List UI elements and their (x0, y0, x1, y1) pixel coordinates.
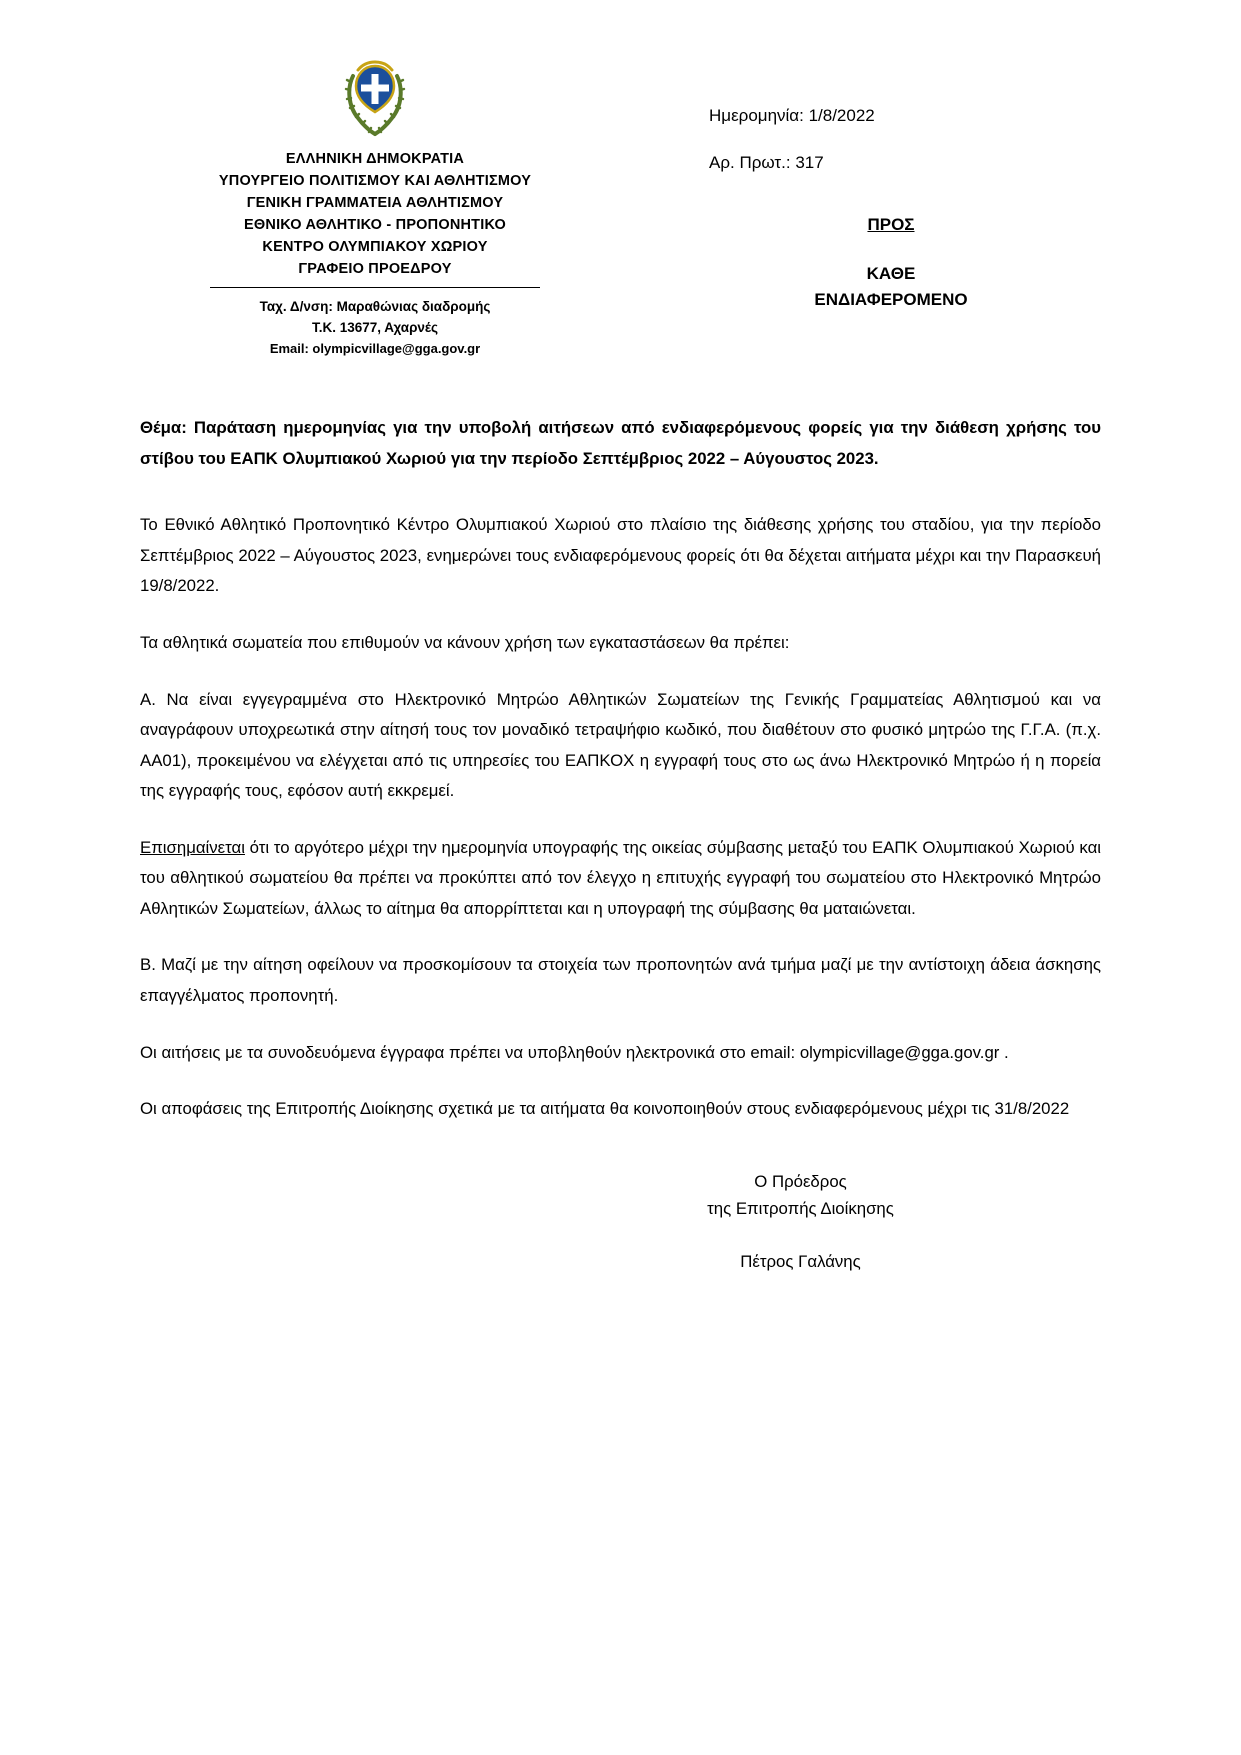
address-block (140, 297, 610, 359)
paragraph-4-note (140, 833, 1101, 925)
note-underlined-word: Επισημαίνεται (140, 837, 245, 857)
recipient-line-2: ΕΝΔΙΑΦΕΡΟΜΕΝΟ (814, 289, 968, 309)
org-line-1: ΕΛΛΗΝΙΚΗ ΔΗΜΟΚΡΑΤΙΑ (285, 151, 465, 167)
protocol-number: Αρ. Πρωτ.: 317 (709, 152, 824, 172)
contact-email: Email: olympicvillage@gga.gov.gr (269, 341, 481, 357)
org-line-3: ΓΕΝΙΚΗ ΓΡΑΜΜΑΤΕΙΑ ΑΘΛΗΤΙΣΜΟΥ (246, 195, 504, 212)
document-header (140, 56, 1101, 359)
signature-title-line-2: της Επιτροπής Διοίκησης (707, 1198, 894, 1218)
document-date: Ημερομηνία: 1/8/2022 (709, 106, 875, 125)
paragraph-6-submission: Οι αιτήσεις με τα συνοδευόμενα έγγραφα πρέπει να υποβληθούν ηλεκτρονικά στο email: olympicvillage@gga.gov.gr . (140, 1042, 1009, 1062)
header-right-block (681, 56, 1101, 312)
paragraph-1: Το Εθνικό Αθλητικό Προπονητικό Κέντρο Ολυμπιακού Χωριού στο πλαίσιο της διάθεσης χρήσης του σταδίου, για την περίοδο Σεπτέμβριος 2022 – Αύγουστος 2023, ενημερώνει τους ενδιαφερόμενους φορείς ότι θα δέχεται αιτήματα μέχρι και την Παρασκευή 19/8/2022. (140, 515, 1101, 596)
signature-title-line-1: Ο Πρόεδρος (754, 1171, 847, 1191)
paragraph-2: Τα αθλητικά σωματεία που επιθυμούν να κάνουν χρήση των εγκαταστάσεων θα πρέπει: (140, 632, 790, 652)
recipient-line-1: ΚΑΘΕ (866, 264, 916, 284)
address-line-1: Ταχ. Δ/νση: Μαραθώνιας διαδρομής (259, 299, 491, 315)
org-line-5: ΚΕΝΤΡΟ ΟΛΥΜΠΙΑΚΟΥ ΧΩΡΙΟΥ (262, 239, 488, 256)
organization-block (140, 148, 610, 280)
greek-coat-of-arms-icon (344, 60, 406, 138)
header-divider (210, 287, 540, 288)
org-line-2: ΥΠΟΥΡΓΕΙΟ ΠΟΛΙΤΙΣΜΟΥ ΚΑΙ ΑΘΛΗΤΙΣΜΟΥ (218, 173, 532, 190)
signature-block (140, 1169, 1101, 1273)
document-body (140, 413, 1101, 1125)
paragraph-5-item-b: Β. Μαζί με την αίτηση οφείλουν να προσκομίσουν τα στοιχεία των προπονητών ανά τμήμα μαζί με την αντίστοιχη άδεια άσκησης επαγγέλματος προπονητή. (140, 955, 1101, 1006)
org-line-4: ΕΘΝΙΚΟ ΑΘΛΗΤΙΚΟ - ΠΡΟΠΟΝΗΤΙΚΟ (244, 217, 506, 234)
subject-paragraph: Θέμα: Παράταση ημερομηνίας για την υποβολή αιτήσεων από ενδιαφερόμενους φορείς για την διάθεση χρήσης του στίβου του ΕΑΠΚ Ολυμπιακού Χωριού για την περίοδο Σεπτέμβριος 2022 – Αύγουστος 2023. (140, 418, 1101, 468)
paragraph-3-item-a: Α. Να είναι εγγεγραμμένα στο Ηλεκτρονικό Μητρώο Αθλητικών Σωματείων της Γενικής Γραμματείας Αθλητισμού και να αναγράφουν υποχρεωτικά στην αίτησή τους τον μοναδικό τετραψήφιο κωδικό, που διαθέτουν στο φυσικό μητρώο της Γ.Γ.Α. (π.χ. ΑΑ01), προκειμένου να ελέγχεται από τις υπηρεσίες του ΕΑΠΚΟΧ η εγγραφή τους στο ως άνω Ηλεκτρονικό Μητρώο ή η πορεία της εγγραφής τους, εφόσον αυτή εκκρεμεί. (140, 689, 1101, 801)
note-rest-text: ότι το αργότερο μέχρι την ημερομηνία υπογραφής της οικείας σύμβασης μεταξύ του ΕΑΠΚ Ολυμπιακού Χωριού και του αθλητικού σωματείου θα πρέπει να προκύπτει από τον έλεγχο η επιτυχής εγγραφή του σωματείου στο Ηλεκτρονικό Μητρώο Αθλητικών Σωματείων, άλλως το αίτημα θα απορρίπτεται και η υπογραφή της σύμβασης θα ματαιώνεται. (140, 837, 1101, 918)
signature-name: Πέτρος Γαλάνης (740, 1252, 861, 1272)
address-line-2: Τ.Κ. 13677, Αχαρνές (311, 320, 439, 336)
paragraph-7-decisions: Οι αποφάσεις της Επιτροπής Διοίκησης σχετικά με τα αιτήματα θα κοινοποιηθούν στους ενδιαφερόμενους μέχρι τις 31/8/2022 (140, 1099, 1070, 1119)
to-label: ΠΡΟΣ (867, 215, 915, 235)
header-left-block (140, 56, 610, 359)
recipient-block (681, 261, 1101, 312)
org-line-6: ΓΡΑΦΕΙΟ ΠΡΟΕΔΡΟΥ (298, 261, 452, 278)
